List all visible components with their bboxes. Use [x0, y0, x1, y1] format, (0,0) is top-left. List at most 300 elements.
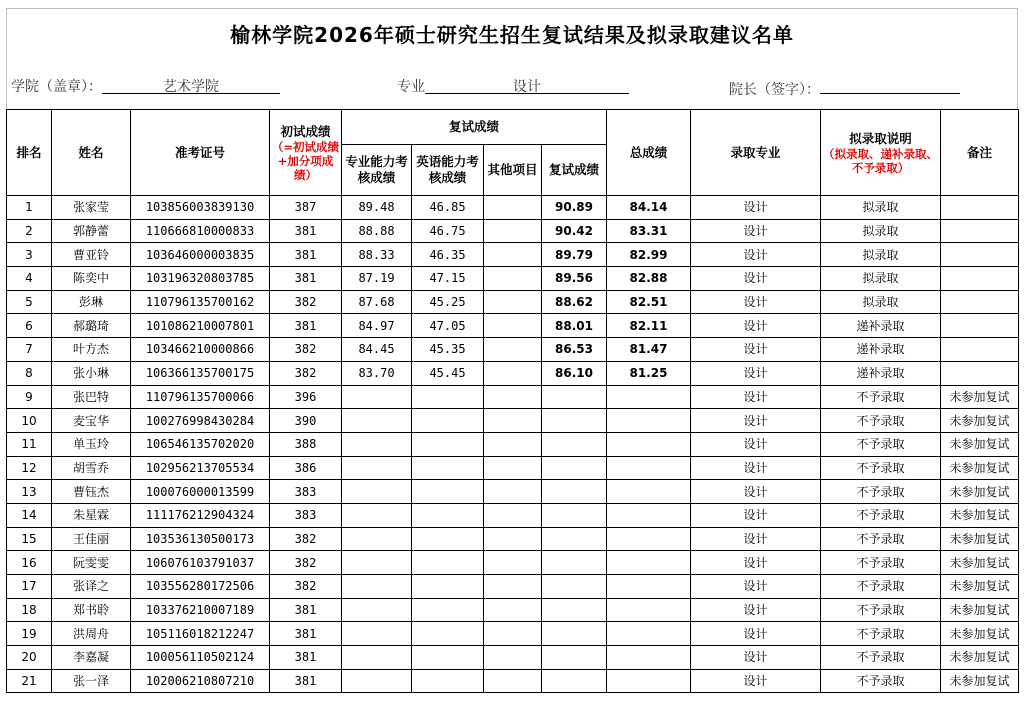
dean-label: 院长（签字）： — [729, 82, 820, 98]
cell-professional: 83.70 — [342, 361, 412, 385]
cell-remark — [941, 267, 1019, 291]
admission-sheet — [6, 8, 1018, 696]
cell-prelim: 387 — [270, 196, 342, 220]
cell-rank: 14 — [7, 503, 52, 527]
cell-name: 郑书聆 — [52, 598, 131, 622]
cell-total — [607, 480, 691, 504]
cell-rank: 17 — [7, 575, 52, 599]
cell-plan: 不予录取 — [821, 503, 941, 527]
col-remark-header: 备注 — [941, 110, 1019, 196]
cell-total — [607, 551, 691, 575]
cell-retest — [542, 598, 607, 622]
cell-remark: 未参加复试 — [941, 480, 1019, 504]
cell-rank: 19 — [7, 622, 52, 646]
cell-major: 设计 — [691, 385, 821, 409]
cell-major: 设计 — [691, 622, 821, 646]
table-row — [7, 646, 1019, 670]
cell-major: 设计 — [691, 527, 821, 551]
cell-prelim: 381 — [270, 243, 342, 267]
cell-major: 设计 — [691, 598, 821, 622]
cell-major: 设计 — [691, 267, 821, 291]
cell-rank: 21 — [7, 669, 52, 693]
cell-rank: 13 — [7, 480, 52, 504]
cell-other — [484, 432, 542, 456]
cell-exam-no: 110666810000833 — [131, 219, 270, 243]
cell-name: 胡雪乔 — [52, 456, 131, 480]
cell-professional — [342, 575, 412, 599]
cell-english — [412, 551, 484, 575]
cell-total: 81.47 — [607, 338, 691, 362]
cell-prelim: 390 — [270, 409, 342, 433]
cell-professional — [342, 527, 412, 551]
prelim-header-note: （=初试成绩+加分项成绩） — [271, 139, 340, 182]
cell-remark: 未参加复试 — [941, 432, 1019, 456]
cell-professional: 87.68 — [342, 290, 412, 314]
cell-major: 设计 — [691, 551, 821, 575]
cell-name: 朱星霖 — [52, 503, 131, 527]
cell-other — [484, 338, 542, 362]
cell-total — [607, 575, 691, 599]
cell-retest — [542, 551, 607, 575]
cell-major: 设计 — [691, 456, 821, 480]
cell-plan: 不予录取 — [821, 669, 941, 693]
cell-prelim: 381 — [270, 669, 342, 693]
cell-name: 陈奕中 — [52, 267, 131, 291]
cell-professional: 87.19 — [342, 267, 412, 291]
cell-name: 叶方杰 — [52, 338, 131, 362]
table-row — [7, 219, 1019, 243]
cell-remark — [941, 361, 1019, 385]
cell-exam-no: 103646000003835 — [131, 243, 270, 267]
cell-prelim: 381 — [270, 598, 342, 622]
cell-remark: 未参加复试 — [941, 622, 1019, 646]
cell-other — [484, 598, 542, 622]
cell-professional — [342, 409, 412, 433]
cell-major: 设计 — [691, 361, 821, 385]
cell-total — [607, 669, 691, 693]
cell-exam-no: 103376210007189 — [131, 598, 270, 622]
cell-major: 设计 — [691, 646, 821, 670]
table-row — [7, 575, 1019, 599]
cell-remark: 未参加复试 — [941, 527, 1019, 551]
cell-retest — [542, 503, 607, 527]
table-body — [7, 196, 1019, 693]
cell-remark — [941, 290, 1019, 314]
table-row — [7, 551, 1019, 575]
cell-major: 设计 — [691, 480, 821, 504]
cell-plan: 不予录取 — [821, 432, 941, 456]
cell-total — [607, 598, 691, 622]
cell-total — [607, 432, 691, 456]
cell-major: 设计 — [691, 243, 821, 267]
cell-exam-no: 103536130500173 — [131, 527, 270, 551]
cell-major: 设计 — [691, 575, 821, 599]
cell-remark: 未参加复试 — [941, 456, 1019, 480]
cell-plan: 不予录取 — [821, 598, 941, 622]
cell-professional — [342, 503, 412, 527]
col-total-header: 总成绩 — [607, 110, 691, 196]
cell-name: 张一泽 — [52, 669, 131, 693]
cell-plan: 不予录取 — [821, 409, 941, 433]
col-prelim-header — [270, 110, 342, 196]
cell-english: 47.15 — [412, 267, 484, 291]
cell-english: 45.25 — [412, 290, 484, 314]
cell-other — [484, 219, 542, 243]
cell-name: 李嘉凝 — [52, 646, 131, 670]
cell-other — [484, 551, 542, 575]
col-rank-header: 排名 — [7, 110, 52, 196]
cell-name: 张家莹 — [52, 196, 131, 220]
cell-total — [607, 456, 691, 480]
cell-english — [412, 503, 484, 527]
cell-plan: 拟录取 — [821, 290, 941, 314]
cell-major: 设计 — [691, 314, 821, 338]
cell-rank: 6 — [7, 314, 52, 338]
cell-remark — [941, 243, 1019, 267]
table-row — [7, 385, 1019, 409]
cell-english: 47.05 — [412, 314, 484, 338]
cell-remark — [941, 219, 1019, 243]
table-row — [7, 503, 1019, 527]
cell-plan: 不予录取 — [821, 480, 941, 504]
cell-prelim: 396 — [270, 385, 342, 409]
cell-prelim: 381 — [270, 314, 342, 338]
cell-professional: 84.97 — [342, 314, 412, 338]
cell-english: 46.35 — [412, 243, 484, 267]
cell-plan: 递补录取 — [821, 314, 941, 338]
cell-exam-no: 100076000013599 — [131, 480, 270, 504]
table-row — [7, 622, 1019, 646]
cell-english — [412, 385, 484, 409]
cell-remark: 未参加复试 — [941, 669, 1019, 693]
table-row — [7, 243, 1019, 267]
cell-remark — [941, 314, 1019, 338]
cell-exam-no: 106546135702020 — [131, 432, 270, 456]
cell-name: 洪周舟 — [52, 622, 131, 646]
cell-retest — [542, 575, 607, 599]
cell-retest — [542, 480, 607, 504]
cell-exam-no: 106366135700175 — [131, 361, 270, 385]
major-label: 专业 — [397, 79, 425, 95]
cell-other — [484, 669, 542, 693]
header-row-1 — [7, 110, 1019, 145]
cell-exam-no: 106076103791037 — [131, 551, 270, 575]
cell-other — [484, 480, 542, 504]
cell-remark: 未参加复试 — [941, 551, 1019, 575]
table-row — [7, 196, 1019, 220]
cell-professional: 84.45 — [342, 338, 412, 362]
cell-english: 46.75 — [412, 219, 484, 243]
cell-plan: 拟录取 — [821, 219, 941, 243]
cell-plan: 不予录取 — [821, 551, 941, 575]
cell-professional — [342, 456, 412, 480]
major-value: 设计 — [425, 76, 629, 94]
cell-retest — [542, 432, 607, 456]
cell-professional — [342, 551, 412, 575]
cell-remark: 未参加复试 — [941, 385, 1019, 409]
cell-retest — [542, 456, 607, 480]
cell-rank: 10 — [7, 409, 52, 433]
results-table — [6, 109, 1019, 693]
cell-rank: 1 — [7, 196, 52, 220]
cell-prelim: 382 — [270, 527, 342, 551]
cell-professional: 88.33 — [342, 243, 412, 267]
cell-plan: 拟录取 — [821, 267, 941, 291]
cell-total — [607, 409, 691, 433]
col-plan-header — [821, 110, 941, 196]
cell-other — [484, 314, 542, 338]
table-row — [7, 314, 1019, 338]
cell-plan: 递补录取 — [821, 361, 941, 385]
cell-prelim: 383 — [270, 480, 342, 504]
cell-other — [484, 456, 542, 480]
cell-retest: 86.53 — [542, 338, 607, 362]
cell-rank: 16 — [7, 551, 52, 575]
cell-prelim: 381 — [270, 622, 342, 646]
cell-english: 46.85 — [412, 196, 484, 220]
cell-major: 设计 — [691, 503, 821, 527]
cell-english — [412, 456, 484, 480]
cell-other — [484, 527, 542, 551]
table-row — [7, 409, 1019, 433]
cell-major: 设计 — [691, 432, 821, 456]
cell-retest — [542, 527, 607, 551]
cell-exam-no: 103196320803785 — [131, 267, 270, 291]
cell-plan: 不予录取 — [821, 527, 941, 551]
cell-remark — [941, 196, 1019, 220]
cell-rank: 11 — [7, 432, 52, 456]
cell-other — [484, 385, 542, 409]
cell-exam-no: 103556280172506 — [131, 575, 270, 599]
cell-other — [484, 267, 542, 291]
cell-remark: 未参加复试 — [941, 646, 1019, 670]
cell-retest: 88.62 — [542, 290, 607, 314]
cell-other — [484, 646, 542, 670]
cell-remark: 未参加复试 — [941, 575, 1019, 599]
document-title: 榆林学院2026年硕士研究生招生复试结果及拟录取建议名单 — [6, 8, 1018, 57]
cell-professional: 88.88 — [342, 219, 412, 243]
cell-english — [412, 575, 484, 599]
college-label: 学院（盖章）： — [11, 79, 102, 95]
cell-other — [484, 196, 542, 220]
cell-professional — [342, 598, 412, 622]
cell-remark — [941, 338, 1019, 362]
cell-rank: 8 — [7, 361, 52, 385]
table-row — [7, 432, 1019, 456]
col-name-header: 姓名 — [52, 110, 131, 196]
cell-rank: 7 — [7, 338, 52, 362]
table-row — [7, 267, 1019, 291]
cell-name: 张译之 — [52, 575, 131, 599]
meta-row — [6, 57, 1018, 109]
cell-other — [484, 409, 542, 433]
col-professional-header: 专业能力考核成绩 — [342, 145, 412, 196]
dean-signature-line — [820, 76, 960, 94]
cell-plan: 拟录取 — [821, 243, 941, 267]
cell-professional — [342, 432, 412, 456]
cell-major: 设计 — [691, 196, 821, 220]
col-major-header: 录取专业 — [691, 110, 821, 196]
cell-total: 82.51 — [607, 290, 691, 314]
table-row — [7, 598, 1019, 622]
cell-total — [607, 385, 691, 409]
cell-plan: 不予录取 — [821, 646, 941, 670]
cell-retest: 89.79 — [542, 243, 607, 267]
cell-total — [607, 527, 691, 551]
cell-rank: 15 — [7, 527, 52, 551]
cell-rank: 12 — [7, 456, 52, 480]
cell-english: 45.35 — [412, 338, 484, 362]
cell-english — [412, 598, 484, 622]
cell-name: 曹钰杰 — [52, 480, 131, 504]
cell-professional — [342, 480, 412, 504]
cell-other — [484, 243, 542, 267]
col-other-header: 其他项目 — [484, 145, 542, 196]
cell-name: 曹亚铃 — [52, 243, 131, 267]
cell-exam-no: 102956213705534 — [131, 456, 270, 480]
cell-remark: 未参加复试 — [941, 409, 1019, 433]
cell-retest: 90.42 — [542, 219, 607, 243]
cell-prelim: 381 — [270, 646, 342, 670]
cell-prelim: 381 — [270, 267, 342, 291]
cell-total: 82.88 — [607, 267, 691, 291]
table-row — [7, 338, 1019, 362]
cell-name: 彭琳 — [52, 290, 131, 314]
cell-total — [607, 503, 691, 527]
cell-rank: 18 — [7, 598, 52, 622]
cell-prelim: 383 — [270, 503, 342, 527]
cell-other — [484, 361, 542, 385]
cell-prelim: 382 — [270, 290, 342, 314]
cell-english — [412, 480, 484, 504]
cell-rank: 20 — [7, 646, 52, 670]
cell-name: 张小琳 — [52, 361, 131, 385]
cell-remark: 未参加复试 — [941, 598, 1019, 622]
cell-plan: 不予录取 — [821, 456, 941, 480]
cell-major: 设计 — [691, 338, 821, 362]
cell-other — [484, 622, 542, 646]
cell-remark: 未参加复试 — [941, 503, 1019, 527]
cell-english — [412, 646, 484, 670]
cell-plan: 不予录取 — [821, 622, 941, 646]
cell-exam-no: 105116018212247 — [131, 622, 270, 646]
col-retest-group-header: 复试成绩 — [342, 110, 607, 145]
cell-exam-no: 110796135700162 — [131, 290, 270, 314]
cell-retest — [542, 646, 607, 670]
cell-retest: 86.10 — [542, 361, 607, 385]
cell-retest — [542, 409, 607, 433]
major-field — [397, 76, 629, 96]
cell-professional — [342, 669, 412, 693]
cell-exam-no: 100276998430284 — [131, 409, 270, 433]
cell-retest: 89.56 — [542, 267, 607, 291]
cell-name: 张巴特 — [52, 385, 131, 409]
cell-exam-no: 111176212904324 — [131, 503, 270, 527]
cell-total — [607, 622, 691, 646]
cell-major: 设计 — [691, 290, 821, 314]
cell-total: 82.99 — [607, 243, 691, 267]
cell-rank: 2 — [7, 219, 52, 243]
cell-professional — [342, 646, 412, 670]
college-field — [11, 76, 280, 96]
cell-total: 83.31 — [607, 219, 691, 243]
plan-header-note: （拟录取、递补录取、不予录取） — [823, 146, 939, 175]
cell-plan: 递补录取 — [821, 338, 941, 362]
plan-header-label: 拟录取说明 — [849, 130, 912, 146]
cell-professional — [342, 385, 412, 409]
cell-retest: 88.01 — [542, 314, 607, 338]
table-row — [7, 527, 1019, 551]
cell-total: 81.25 — [607, 361, 691, 385]
cell-retest — [542, 385, 607, 409]
cell-rank: 5 — [7, 290, 52, 314]
table-row — [7, 480, 1019, 504]
table-row — [7, 290, 1019, 314]
cell-retest — [542, 622, 607, 646]
cell-total — [607, 646, 691, 670]
cell-name: 阮雯雯 — [52, 551, 131, 575]
col-retest-header: 复试成绩 — [542, 145, 607, 196]
table-row — [7, 361, 1019, 385]
cell-professional: 89.48 — [342, 196, 412, 220]
table-row — [7, 456, 1019, 480]
cell-other — [484, 503, 542, 527]
cell-plan: 不予录取 — [821, 385, 941, 409]
prelim-header-label: 初试成绩 — [280, 123, 331, 139]
cell-professional — [342, 622, 412, 646]
cell-exam-no: 103856003839130 — [131, 196, 270, 220]
cell-english: 45.45 — [412, 361, 484, 385]
cell-retest: 90.89 — [542, 196, 607, 220]
cell-major: 设计 — [691, 219, 821, 243]
cell-rank: 4 — [7, 267, 52, 291]
college-value: 艺术学院 — [102, 76, 280, 94]
cell-exam-no: 101086210007801 — [131, 314, 270, 338]
cell-major: 设计 — [691, 409, 821, 433]
cell-prelim: 381 — [270, 219, 342, 243]
col-english-header: 英语能力考核成绩 — [412, 145, 484, 196]
cell-exam-no: 102006210807210 — [131, 669, 270, 693]
cell-prelim: 386 — [270, 456, 342, 480]
cell-english — [412, 622, 484, 646]
cell-name: 郝璐琦 — [52, 314, 131, 338]
cell-name: 王佳丽 — [52, 527, 131, 551]
cell-total: 82.11 — [607, 314, 691, 338]
cell-exam-no: 103466210000866 — [131, 338, 270, 362]
cell-plan: 拟录取 — [821, 196, 941, 220]
cell-name: 麦宝华 — [52, 409, 131, 433]
cell-name: 郭静蕾 — [52, 219, 131, 243]
cell-name: 单玉玲 — [52, 432, 131, 456]
dean-field — [729, 76, 960, 99]
cell-total: 84.14 — [607, 196, 691, 220]
cell-prelim: 382 — [270, 551, 342, 575]
cell-exam-no: 110796135700066 — [131, 385, 270, 409]
cell-prelim: 388 — [270, 432, 342, 456]
cell-plan: 不予录取 — [821, 575, 941, 599]
cell-major: 设计 — [691, 669, 821, 693]
cell-prelim: 382 — [270, 361, 342, 385]
cell-english — [412, 527, 484, 551]
cell-other — [484, 290, 542, 314]
cell-prelim: 382 — [270, 338, 342, 362]
cell-rank: 9 — [7, 385, 52, 409]
cell-rank: 3 — [7, 243, 52, 267]
cell-english — [412, 669, 484, 693]
col-exam-no-header: 准考证号 — [131, 110, 270, 196]
cell-english — [412, 432, 484, 456]
cell-retest — [542, 669, 607, 693]
